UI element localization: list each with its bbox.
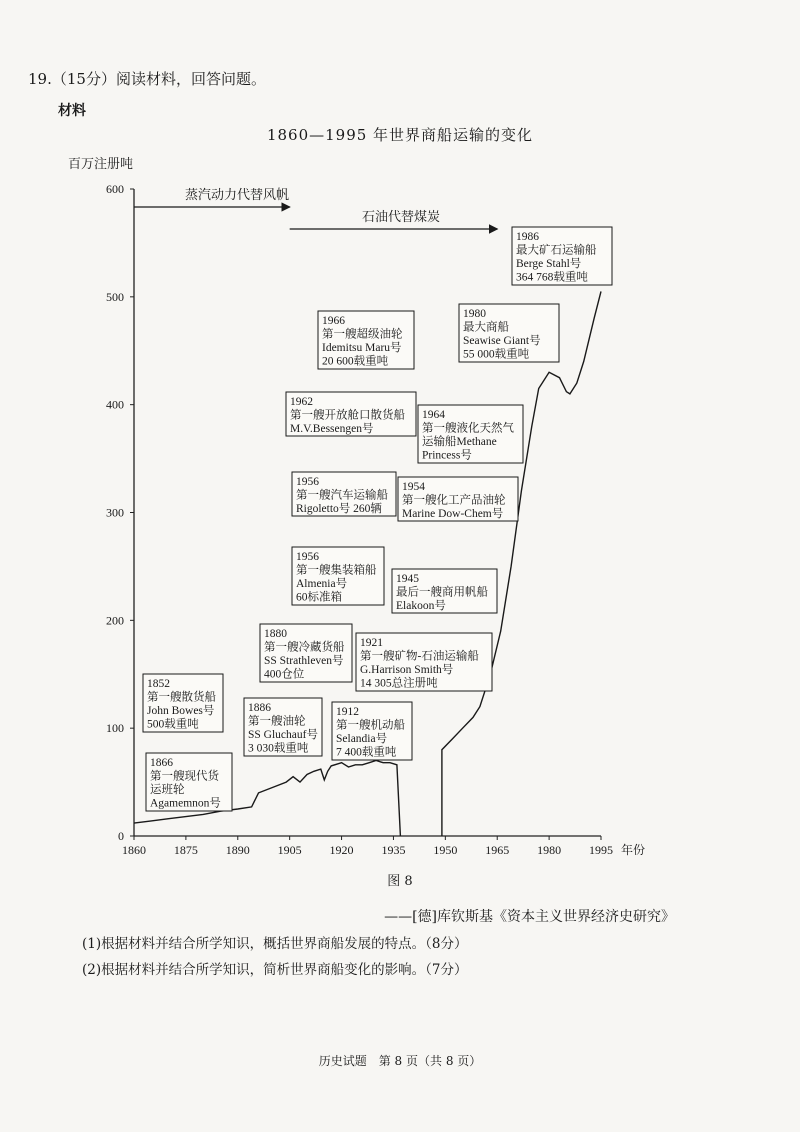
y-tick-label: 0 — [118, 829, 124, 843]
annotation-line: 1962 — [290, 396, 313, 408]
annotation-line: 1886 — [248, 702, 271, 714]
annotation-line: 55 000载重吨 — [463, 348, 530, 361]
y-tick-label: 500 — [106, 289, 124, 304]
annotation-line: John Bowes号 — [147, 705, 215, 717]
annotation-line: Berge Stahl号 — [516, 258, 582, 270]
annotation-line: 1912 — [336, 706, 359, 718]
annotation-line: 1954 — [402, 481, 425, 493]
annotation-line: 7 400载重吨 — [336, 746, 397, 759]
annotation-line: 运班轮 — [150, 784, 185, 796]
annotation-line: 第一艘现代货 — [150, 770, 219, 783]
annotation-line: 第一艘汽车运输船 — [296, 489, 388, 502]
annotation-line: 运输船Methane — [422, 436, 497, 448]
annotation-line: 第一艘散货船 — [147, 691, 216, 704]
annotation-line: 20 600载重吨 — [322, 355, 389, 368]
y-tick-label: 600 — [106, 182, 124, 196]
material-label: 材料 — [58, 103, 86, 119]
annotation-line: 第一艘冷藏货船 — [264, 641, 345, 654]
annotation-line: 3 030载重吨 — [248, 742, 309, 755]
annotation-line: Agamemnon号 — [150, 797, 221, 810]
annotation-box — [356, 633, 492, 691]
annotation-line: 1964 — [422, 409, 445, 421]
x-tick-label: 1980 — [537, 843, 562, 857]
annotation-line: Almenia号 — [296, 578, 348, 590]
figure-caption: 图 8 — [387, 874, 413, 889]
annotation-line: Elakoon号 — [396, 600, 446, 612]
annotation-box — [318, 311, 414, 369]
annotation-line: 第一艘机动船 — [336, 719, 405, 732]
annotation-line: 第一艘化工产品油轮 — [402, 494, 506, 507]
annotation-line: 第一艘矿物-石油运输船 — [360, 650, 479, 663]
annotation-box — [512, 227, 612, 285]
annotation-line: Rigoletto号 260辆 — [296, 503, 382, 515]
annotation-line: 最大商船 — [463, 321, 509, 334]
annotation-box — [244, 698, 322, 756]
annotation-line: 14 305总注册吨 — [360, 677, 438, 690]
question-header: 19.（15分）阅读材料，回答问题。 — [28, 70, 266, 88]
annotation-line: SS Strathleven号 — [264, 655, 344, 667]
chart-title: 1860—1995 年世界商船运输的变化 — [266, 126, 534, 144]
annotation-line: 第一艘超级油轮 — [322, 328, 403, 341]
annotation-line: 400仓位 — [264, 668, 305, 681]
annotation-line: 1852 — [147, 678, 170, 690]
x-tick-label: 1950 — [433, 843, 458, 857]
annotation-line: 第一艘液化天然气 — [422, 422, 514, 435]
annotation-line: 第一艘集装箱船 — [296, 564, 377, 577]
annotation-line: 1966 — [322, 315, 345, 327]
question-1: (1)根据材料并结合所学知识，概括世界商船发展的特点。（8分） — [82, 936, 468, 952]
annotation-line: 1945 — [396, 573, 419, 585]
y-tick-label: 200 — [106, 613, 124, 628]
annotation-line: Marine Dow-Chem号 — [402, 508, 504, 520]
x-tick-label: 1905 — [277, 843, 302, 857]
annotation-line: 1956 — [296, 551, 319, 563]
y-axis-label: 百万注册吨 — [68, 156, 134, 171]
annotation-line: 1866 — [150, 757, 173, 769]
annotation-line: 364 768载重吨 — [516, 271, 588, 284]
annotation-box — [459, 304, 559, 362]
y-tick-label: 100 — [106, 721, 124, 736]
x-tick-label: 1875 — [173, 843, 198, 857]
y-tick-label: 400 — [106, 397, 124, 412]
source-citation: ——[德]库钦斯基《资本主义世界经济史研究》 — [384, 909, 675, 925]
annotation-line: 1956 — [296, 476, 319, 488]
annotation-line: G.Harrison Smith号 — [360, 664, 454, 676]
x-tick-label: 1890 — [225, 843, 250, 857]
annotation-line: 1880 — [264, 628, 287, 640]
page-footer: 历史试题 第 8 页（共 8 页） — [318, 1054, 482, 1068]
y-tick-label: 300 — [106, 505, 124, 520]
annotation-line: SS Gluchauf号 — [248, 729, 318, 741]
annotation-box — [332, 702, 412, 760]
annotation-box — [392, 569, 497, 613]
annotation-line: 60标准箱 — [296, 591, 342, 604]
annotation-line: Princess号 — [422, 449, 472, 462]
annotation-line: 最大矿石运输船 — [516, 244, 597, 257]
annotation-line: 最后一艘商用帆船 — [396, 586, 488, 599]
annotation-box — [286, 392, 416, 436]
annotation-line: M.V.Bessengen号 — [290, 423, 374, 435]
x-axis-label: 年份 — [621, 843, 646, 857]
annotation-box — [398, 477, 518, 521]
annotation-line: 第一艘开放舱口散货船 — [290, 409, 405, 422]
annotation-line: Seawise Giant号 — [463, 335, 541, 347]
annotation-line: Selandia号 — [336, 733, 388, 745]
annotation-box — [146, 753, 232, 811]
era-arrow-label-0: 蒸汽动力代替风帆 — [185, 187, 290, 202]
x-tick-label: 1920 — [329, 843, 354, 857]
x-tick-label: 1860 — [122, 843, 146, 857]
annotation-line: Idemitsu Maru号 — [322, 342, 402, 354]
annotation-line: 第一艘油轮 — [248, 715, 306, 728]
series-line-1 — [442, 291, 601, 836]
annotation-box — [143, 674, 223, 732]
annotation-line: 1980 — [463, 308, 486, 320]
annotation-box — [292, 547, 384, 605]
annotation-line: 500载重吨 — [147, 718, 199, 731]
annotation-box — [292, 472, 396, 516]
annotation-line: 1921 — [360, 637, 383, 649]
x-tick-label: 1995 — [589, 843, 613, 857]
x-tick-label: 1935 — [381, 843, 406, 857]
era-arrow-label-1: 石油代替煤炭 — [362, 209, 441, 224]
annotation-box — [260, 624, 352, 682]
annotation-box — [418, 405, 523, 463]
annotation-line: 1986 — [516, 231, 539, 243]
question-2: (2)根据材料并结合所学知识，简析世界商船变化的影响。（7分） — [82, 962, 468, 978]
x-tick-label: 1965 — [485, 843, 510, 857]
